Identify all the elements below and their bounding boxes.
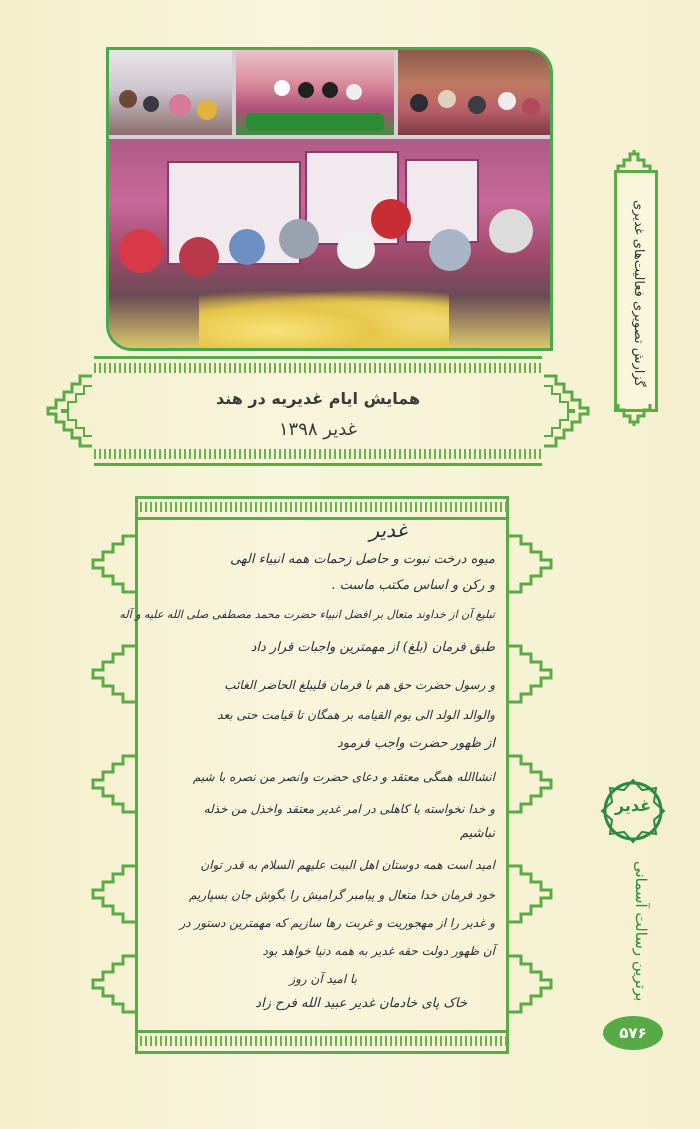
letter-line-2: و رکن و اساس مکتب ماست . bbox=[331, 578, 495, 593]
letter-border-top bbox=[135, 496, 509, 520]
event-photo-audience-right bbox=[398, 50, 550, 135]
greek-key-strip-top bbox=[135, 502, 509, 512]
event-photo-audience-left bbox=[109, 50, 232, 135]
letter-line-7: از ظهور حضرت واجب فرمود bbox=[336, 736, 495, 751]
banner-bottom-ornament bbox=[616, 402, 652, 428]
letter-border-bottom bbox=[135, 1030, 509, 1054]
letter-line-9: و خدا نخواسته با کاهلی در امر غدیر معتقد واخذل من خذله bbox=[203, 802, 495, 816]
page-number: ۵۷۶ bbox=[603, 1016, 663, 1050]
greek-key-border-bottom bbox=[94, 449, 542, 459]
event-photo-stage bbox=[236, 50, 394, 135]
greek-key-border-top bbox=[94, 363, 542, 373]
section-side-banner bbox=[606, 148, 664, 428]
photo-caption-box bbox=[44, 356, 592, 466]
letter-line-12: خود فرمان خدا متعال و پیامبر گرامیش را بگوش جان بسپاریم bbox=[189, 888, 495, 902]
letter-line-8: انشاالله همگی معتقد و دعای حضرت وانصر من نصره با شیم bbox=[192, 770, 495, 784]
stepped-ornament-left bbox=[46, 374, 92, 448]
letter-line-15: با امید آن روز bbox=[289, 972, 357, 986]
stepped-ornament-right bbox=[544, 374, 590, 448]
letter-line-1: میوه درخت نبوت و حاصل زحمات همه انبیاء الهی bbox=[230, 552, 495, 567]
motto-text: برترین رسالت آسمانی bbox=[632, 860, 650, 1002]
letter-signature: خاک پای خادمان غدیر عبید الله فرح زاد bbox=[255, 996, 467, 1011]
emblem-text: غدیر bbox=[614, 796, 652, 815]
stepped-ornament-right-column bbox=[509, 526, 557, 1026]
letter-line-4: طبق فرمان (بلغ) از مهمترین واجبات قرار داد bbox=[250, 640, 495, 655]
photo-collage bbox=[106, 47, 553, 351]
letter-line-3: تبلیغ آن از خداوند متعال بر افضل انبیاء حضرت محمد مصطفی صلی الله علیه و آله bbox=[119, 608, 495, 621]
ghadir-calligraphy bbox=[598, 776, 668, 1006]
letter-line-10: نباشیم bbox=[460, 826, 495, 841]
caption-frame bbox=[94, 356, 542, 466]
event-photo-exhibition bbox=[109, 139, 550, 348]
banner-text: گزارش تصویری فعالیت‌های غدیری bbox=[631, 199, 646, 387]
letter-line-13: و غدیر را از مهجوریت و غربت رها سازیم که مهمترین دستور در bbox=[179, 916, 495, 930]
letter-line-11: امید است همه دوستان اهل البیت علیهم السلام به قدر توان bbox=[200, 858, 495, 872]
letter-line-5: و رسول حضرت حق هم با فرمان فلیبلغ الحاضر الغائب bbox=[224, 678, 495, 692]
greek-key-strip-bottom bbox=[135, 1036, 509, 1046]
caption-subtitle: غدیر ۱۳۹۸ bbox=[278, 419, 358, 440]
letter-line-6: والوالد الولد الی یوم القیامه بر همگان تا قیامت حتی بعد bbox=[217, 708, 495, 722]
flower-bouquet bbox=[199, 290, 449, 348]
letter-heading: غدیر bbox=[369, 518, 407, 542]
stepped-ornament-left-column bbox=[87, 526, 135, 1026]
handwritten-letter-box bbox=[87, 496, 557, 1054]
caption-title: همایش ایام غدیریه در هند bbox=[215, 389, 421, 408]
letter-line-14: آن ظهور دولت حقه غدیر به همه دنیا خواهد بود bbox=[262, 944, 495, 958]
